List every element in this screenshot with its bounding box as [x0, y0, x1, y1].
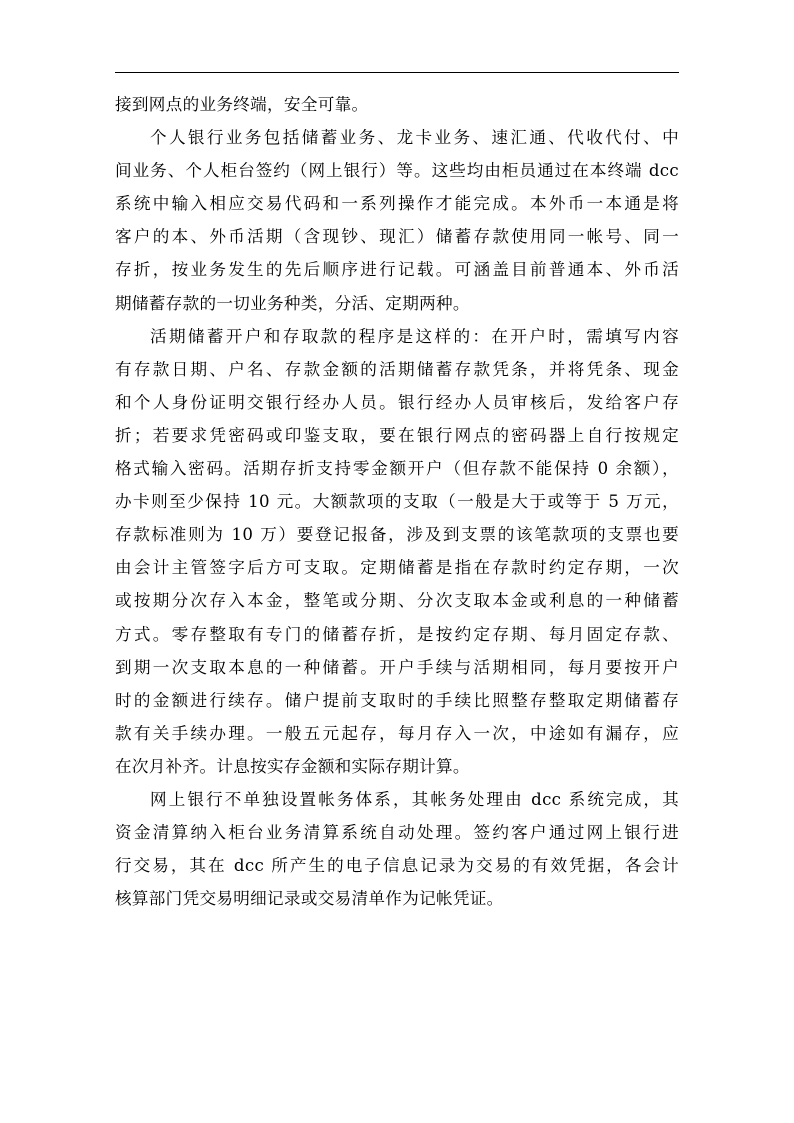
- text-line: 客户的本、外币活期（含现钞、现汇）储蓄存款使用同一帐号、同一: [115, 227, 679, 247]
- text-line: 存款标准则为 10 万）要登记报备，涉及到支票的该笔款项的支票也要: [115, 525, 679, 545]
- text-line: 间业务、个人柜台签约（网上银行）等。这些均由柜员通过在本终端 dcc: [115, 161, 679, 181]
- text-line: 办卡则至少保持 10 元。大额款项的支取（一般是大于或等于 5 万元，: [115, 492, 679, 512]
- text-line: 在次月补齐。计息按实存金额和实际存期计算。: [115, 756, 470, 776]
- text-line: 由会计主管签字后方可支取。定期储蓄是指在存款时约定存期，一次: [115, 558, 679, 578]
- text-line: 系统中输入相应交易代码和一系列操作才能完成。本外币一本通是将: [115, 194, 679, 214]
- paragraph: [115, 121, 679, 320]
- text-line: 到期一次支取本息的一种储蓄。开户手续与活期相同，每月要按开户: [115, 657, 679, 677]
- text-line: 时的金额进行续存。储户提前支取时的手续比照整存整取定期储蓄存: [115, 690, 679, 710]
- text-line: 方式。零存整取有专门的储蓄存折，是按约定存期、每月固定存款、: [115, 624, 679, 644]
- text-line: 资金清算纳入柜台业务清算系统自动处理。签约客户通过网上银行进: [115, 823, 679, 843]
- text-line: 网上银行不单独设置帐务体系，其帐务处理由 dcc 系统完成，其: [150, 789, 679, 809]
- text-line: 或按期分次存入本金，整笔或分期、分次支取本金或利息的一种储蓄: [115, 591, 679, 611]
- text-line: 活期储蓄开户和存取款的程序是这样的：在开户时，需填写内容: [150, 326, 679, 346]
- text-line: 格式输入密码。活期存折支持零金额开户（但存款不能保持 0 余额），: [115, 459, 679, 479]
- text-line: 期储蓄存款的一切业务种类，分活、定期两种。: [115, 293, 470, 313]
- paragraph: [115, 783, 679, 915]
- text-line: 折；若要求凭密码或印鉴支取，要在银行网点的密码器上自行按规定: [115, 425, 679, 445]
- text-line: 和个人身份证明交银行经办人员。银行经办人员审核后，发给客户存: [115, 392, 679, 412]
- paragraph: [115, 320, 679, 783]
- text-line: 接到网点的业务终端，安全可靠。: [115, 95, 369, 114]
- document-body: [115, 88, 679, 915]
- text-line: 行交易，其在 dcc 所产生的电子信息记录为交易的有效凭据，各会计: [115, 856, 679, 876]
- text-line: 核算部门凭交易明细记录或交易清单作为记帐凭证。: [115, 889, 504, 909]
- text-line: 款有关手续办理。一般五元起存，每月存入一次，中途如有漏存，应: [115, 723, 679, 743]
- header-rule: [115, 72, 679, 73]
- paragraph: [115, 88, 679, 121]
- text-line: 有存款日期、户名、存款金额的活期储蓄存款凭条，并将凭条、现金: [115, 359, 679, 379]
- text-line: 个人银行业务包括储蓄业务、龙卡业务、速汇通、代收代付、中: [150, 128, 679, 148]
- text-line: 存折，按业务发生的先后顺序进行记载。可涵盖目前普通本、外币活: [115, 260, 679, 280]
